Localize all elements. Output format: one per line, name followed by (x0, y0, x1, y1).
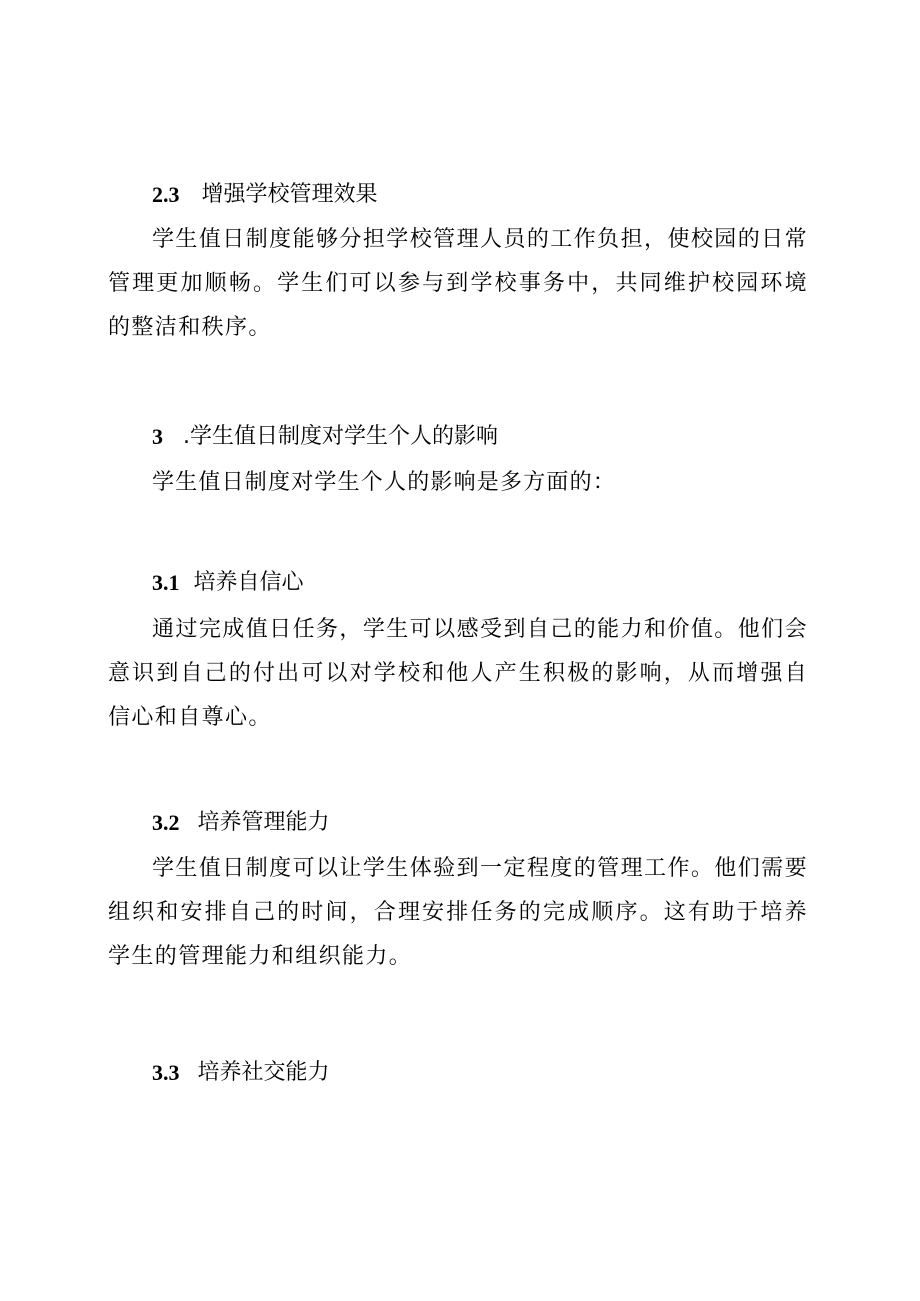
section-number: 2.3 (152, 182, 180, 207)
section-number: 3 (152, 424, 163, 449)
section-heading-3 (152, 422, 498, 452)
section-title: 培养自信心 (193, 570, 304, 595)
section-paragraph: 通过完成值日任务，学生可以感受到自己的能力和价值。他们会意识到自己的付出可以对学校和他人产生积极的影响，从而增强自信心和自尊心。 (108, 617, 808, 730)
section-heading-3-2 (152, 808, 330, 838)
section-heading-3-3 (152, 1058, 330, 1088)
section-title: 增强学校管理效果 (201, 182, 378, 207)
section-title: 培养社交能力 (197, 1060, 330, 1085)
section-heading-3-1 (152, 568, 304, 598)
section-title: 培养管理能力 (197, 810, 330, 835)
section-paragraph: 学生值日制度对学生个人的影响是多方面的： (152, 470, 617, 495)
section-paragraph: 学生值日制度可以让学生体验到一定程度的管理工作。他们需要组织和安排自己的时间，合理安排任务的完成顺序。这有助于培养学生的管理能力和组织能力。 (108, 856, 808, 969)
section-number: 3.1 (152, 570, 180, 595)
section-heading-2-3 (152, 180, 378, 210)
section-paragraph: 学生值日制度能够分担学校管理人员的工作负担，使校园的日常管理更加顺畅。学生们可以参与到学校事务中，共同维护校园环境的整洁和秩序。 (108, 227, 808, 340)
section-number: 3.3 (152, 1060, 180, 1085)
section-title: .学生值日制度对学生个人的影响 (183, 424, 498, 449)
section-number: 3.2 (152, 810, 180, 835)
